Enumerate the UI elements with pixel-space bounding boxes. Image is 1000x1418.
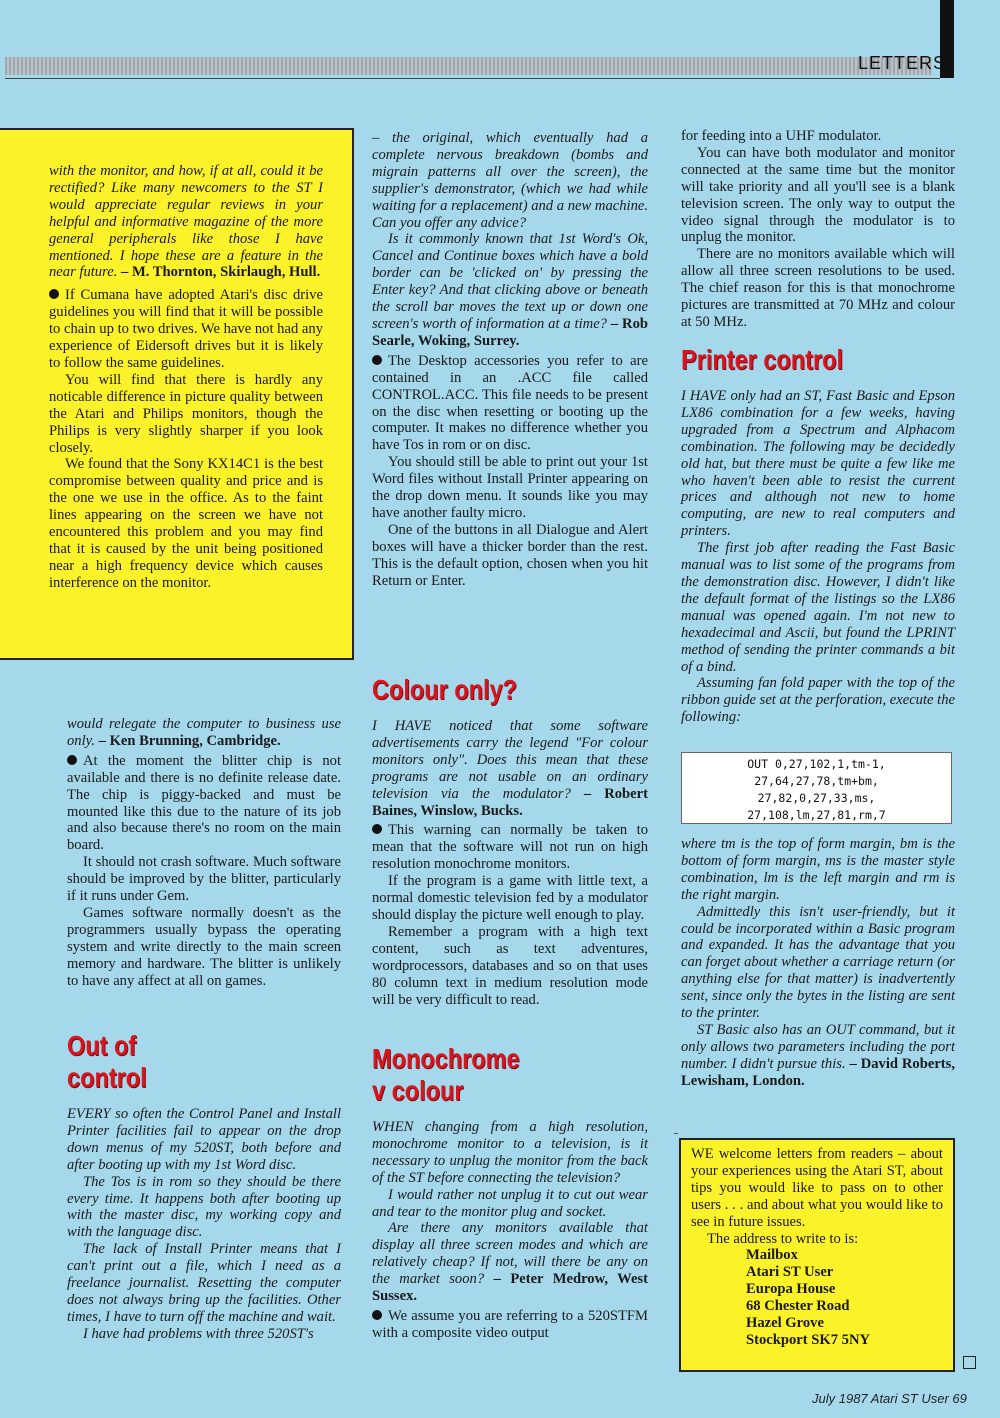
heading-line: Out of bbox=[67, 1030, 137, 1061]
letter-text: Admittedly this isn't user-friendly, but it could be incorporated within a Basic program and expanded. It has the advantage that you can forget about whether a carriage return (or anything else for that matter) is inadvertently sent, since only the bytes in the listing are sent to the printer. bbox=[681, 903, 955, 1022]
address-line: Atari ST User bbox=[746, 1264, 834, 1281]
letter-signature: – Robert Baines, Winslow, Bucks. bbox=[372, 785, 648, 819]
letter-text: I HAVE only had an ST, Fast Basic and Epson LX86 combination for a few weeks, having upgraded from a Spectrum and Alphacom combination. The following may be decidedly old hat, but there must be quite a few like me who haven't been able to resist the current prices and although not new to home computing, are new to real computers and printers. bbox=[681, 388, 955, 540]
reply-text: We assume you are referring to a 520STFM with a composite video output bbox=[372, 1307, 648, 1341]
heading-printer-control: Printer control bbox=[681, 344, 844, 375]
letter-text: would relegate the computer to business use only. bbox=[67, 716, 341, 749]
column3-letter-cont bbox=[681, 836, 955, 1090]
heading-colour-only: Colour only? bbox=[372, 674, 518, 705]
yellow-box-text bbox=[49, 163, 323, 592]
bullet-icon bbox=[67, 755, 77, 765]
heading-line: control bbox=[67, 1062, 147, 1093]
bullet-icon bbox=[49, 289, 59, 299]
address-line: Stockport SK7 5NY bbox=[746, 1331, 871, 1348]
end-square-icon bbox=[963, 1356, 976, 1369]
address-line: 68 Chester Road bbox=[746, 1298, 850, 1315]
column1-lower bbox=[67, 716, 341, 990]
letter-out-of-control bbox=[67, 1106, 341, 1343]
letter-text: Are there any monitors available that display all three screen modes and which are relatively cheap? If not, will there be any on the market soon? bbox=[372, 1220, 648, 1288]
reply-text: for feeding into a UHF modulator. bbox=[681, 128, 882, 144]
reply-text: We found that the Sony KX14C1 is the best compromise between quality and price and is the one we use in the office. As to the faint lines appearing on the screen we have not encountered this problem and you may find that it is caused by the unit being positioned near a high frequency device which causes interference on the monitor. bbox=[49, 456, 323, 591]
column2-bottom bbox=[372, 1119, 648, 1342]
bullet-icon bbox=[372, 1310, 382, 1320]
letter-text: with the monitor, and how, if at all, could it be rectified? Like many newcomers to the ST I would appreciate regular reviews in your helpful and informative magazine of the more general peripherals like those I have mentioned. I hope these are a feature in the near future. bbox=[49, 163, 323, 281]
reply-text: Remember a program with a high text content, such as text adventures, wordprocessors, databases and so on that uses 80 column text in medium resolution mode will be very difficult to read. bbox=[372, 923, 648, 1008]
reply-text: The Desktop accessories you refer to are contained in an .ACC file called CONTROL.ACC. This file needs to be present on the disc when resetting or booting up the computer. It makes no difference whether you have Tos in rom or on disc. bbox=[372, 352, 648, 454]
mailbox-text: WE welcome letters from readers – about your experiences using the Atari ST, about tips you would like to pass on to other users . . . and about what you would like to see in future issues. bbox=[691, 1146, 943, 1230]
heading-line: Monochrome bbox=[372, 1043, 520, 1074]
letter-text: I would rather not unplug it to cut out wear and tear to the monitor plug and socket. bbox=[372, 1186, 648, 1220]
column3-letter bbox=[681, 388, 955, 726]
mailbox-box bbox=[679, 1138, 955, 1372]
column3-top bbox=[681, 128, 955, 331]
heading-monochrome-v-colour bbox=[372, 1043, 520, 1107]
letter-text: I HAVE noticed that some software advertisements carry the legend "For colour monitors only". Does this mean that these programs are not usable on an ordinary television via the modulator? bbox=[372, 718, 648, 802]
column2-middle bbox=[372, 718, 648, 1008]
letter-text: where tm is the top of form margin, bm is the bottom of form margin, ms is the master style combination, lm is the left margin and rm is the right margin. bbox=[681, 836, 955, 903]
letter-signature: – Peter Medrow, West Sussex. bbox=[372, 1271, 648, 1305]
letter-text: – the original, which eventually had a complete nervous breakdown (bombs and migrain patterns all over the screen), the supplier's demonstrator, (which we had while waiting for a replacement) and a new machine. Can you offer any advice? bbox=[372, 130, 648, 231]
reply-text: It should not crash software. Much software should be improved by the blitter, particularly if it runs under Gem. bbox=[67, 854, 341, 905]
letter-text: EVERY so often the Control Panel and Install Printer facilities fail to appear on the drop down menus of my 520ST, both before and after booting up with my 1st Word disc. bbox=[67, 1106, 341, 1173]
letter-signature: – Rob Searle, Woking, Surrey. bbox=[372, 315, 648, 349]
letter-text: The lack of Install Printer means that I can't print out a file, which I need as a freelance journalist. Resetting the computer does not always bring up the facilities. Other times, I have to turn off the machine and wait. bbox=[67, 1241, 341, 1325]
letter-text: WHEN changing from a high resolution, monochrome monitor to a television, is it necessary to unplug the monitor from the back of the ST before connecting the television? bbox=[372, 1119, 648, 1186]
page-footer: July 1987 Atari ST User 69 bbox=[812, 1391, 967, 1406]
bullet-icon bbox=[372, 355, 382, 365]
reply-text: One of the buttons in all Dialogue and Alert boxes will have a thicker border than the rest. This is the default option, chosen when you hit Return or Enter. bbox=[372, 521, 648, 589]
box-dash bbox=[674, 1133, 678, 1137]
address-line: Europa House bbox=[746, 1281, 836, 1298]
letter-signature: – David Roberts, Lewisham, London. bbox=[681, 1055, 955, 1089]
letter-signature: – Ken Brunning, Cambridge. bbox=[98, 732, 281, 749]
letter-text: Is it commonly known that 1st Word's Ok, Cancel and Continue boxes which have a bold border can be 'clicked on' by pressing the Enter key? And that clicking above or beneath the scroll bar moves the text up or down one screen's worth of information at a time? bbox=[372, 231, 648, 332]
address-line: Hazel Grove bbox=[746, 1315, 824, 1332]
reply-text: This warning can normally be taken to mean that the software will not run on high resolution monochrome monitors. bbox=[372, 822, 648, 873]
letter-text: Assuming fan fold paper with the top of the ribbon guide set at the perforation, execute the following: bbox=[681, 675, 955, 726]
heading-out-of-control bbox=[67, 1030, 147, 1094]
reply-text: Games software normally doesn't as the programmers usually bypass the operating system and write directly to the main screen memory and hardware. The blitter is unlikely to have any affect at all on games. bbox=[67, 904, 341, 989]
column2-top bbox=[372, 130, 648, 589]
heading-line: v colour bbox=[372, 1075, 464, 1106]
letter-signature: – M. Thornton, Skirlaugh, Hull. bbox=[121, 264, 321, 281]
header-bar bbox=[5, 57, 932, 75]
letter-text: ST Basic also has an OUT command, but it only allows two parameters including the port number. I didn't pursue this. bbox=[681, 1021, 955, 1072]
reply-text: You can have both modulator and monitor connected at the same time but the monitor will take priority and all you'll see is a blank television screen. The only way to output the video signal through the modulator is to unplug the monitor. bbox=[681, 144, 955, 246]
reply-text: You will find that there is hardly any noticable difference in picture quality between the Atari and Philips monitors, though the Philips is very slightly sharper if you look closely. bbox=[49, 371, 323, 456]
letter-text: The Tos is in rom so they should be there every time. It happens both after booting up with the master disc, my working copy and with the language disc. bbox=[67, 1173, 341, 1241]
mailbox-intro: The address to write to is: bbox=[707, 1230, 859, 1247]
reply-text: You should still be able to print out your 1st Word files without Install Printer appearing on the drop down menu. It sounds like you may have another faulty micro. bbox=[372, 454, 648, 521]
code-listing: OUT 0,27,102,1,tm-1, 27,64,27,78,tm+bm, 27,82,0,27,33,ms, 27,108,lm,27,81,rm,7 bbox=[681, 752, 952, 824]
letter-text: The first job after reading the Fast Basic manual was to list some of the programs from the demonstration disc. However, I didn't like the default format of the listings so the LX86 manual was opened again. I'm not new to hexadecimal and Ascii, but found the LPRINT method of sending the printer commands a bit of a bind. bbox=[681, 540, 955, 675]
mailbox-address bbox=[691, 1247, 943, 1348]
reply-text: At the moment the blitter chip is not available and there is no definite release date. The chip is piggy-backed and must be mounted like this due to the nature of its job and also because there's no room on the main board. bbox=[67, 752, 341, 854]
reply-text: If the program is a game with little text, a normal domestic television fed by a modulator should display the picture well enough to play. bbox=[372, 873, 648, 923]
letter-text: I have had problems with three 520ST's bbox=[83, 1325, 314, 1342]
bullet-icon bbox=[372, 824, 382, 834]
reply-text: There are no monitors available which will allow all three screen resolutions to be used. The chief reason for this is that monochrome pictures are transmitted at 70 MHz and colour at 50 MHz. bbox=[681, 246, 955, 330]
address-line: Mailbox bbox=[746, 1247, 798, 1264]
header-rule bbox=[5, 78, 940, 79]
section-label: LETTERS bbox=[858, 53, 947, 73]
reply-text: If Cumana have adopted Atari's disc drive guidelines you will find that it will be possible to chain up to two drives. We have not had any experience of Eidersoft drives but it is likely to follow the same guidelines. bbox=[49, 287, 323, 371]
